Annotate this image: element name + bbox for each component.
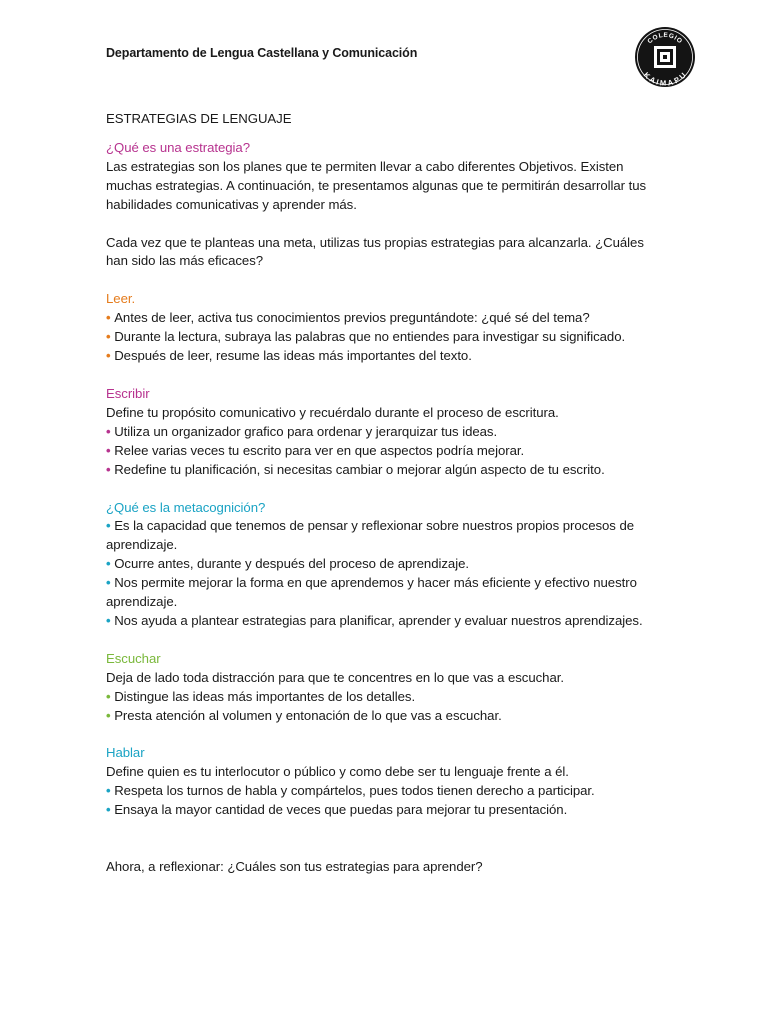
list-item [106,688,666,707]
list-item [106,347,666,366]
list-item [106,461,666,480]
list-item-text: Nos ayuda a plantear estrategias para planificar, aprender y evaluar nuestros aprendizajes. [114,612,643,628]
list-item-text: Nos permite mejorar la forma en que aprendemos y hacer más eficiente y efectivo nuestro aprendizaje. [106,575,637,610]
section-3 [106,499,666,631]
section-paragraph: Define quien es tu interlocutor o público y como debe ser tu lenguaje frente a él. [106,764,569,780]
section-0 [106,139,666,271]
logo-bottom-text: KAIMAPU [641,70,689,88]
document-body [106,110,666,877]
bullet-dot-icon: • [106,518,115,534]
bullet-list [106,309,666,366]
list-item [106,555,666,574]
list-item [106,517,666,555]
bullet-dot-icon: • [106,423,115,439]
logo-top-text: COLEGIO [646,31,684,46]
section-paragraph: Cada vez que te planteas una meta, utilizas tus propias estrategias para alcanzarla. ¿Cuáles han sido las más eficaces? [106,234,644,269]
bullet-list [106,688,666,726]
list-item [106,782,666,801]
school-emblem-icon [633,25,697,89]
list-item-text: Es la capacidad que tenemos de pensar y reflexionar sobre nuestros propios procesos de aprendizaje. [106,518,635,553]
bullet-dot-icon: • [106,310,115,326]
page-title: ESTRATEGIAS DE LENGUAJE [106,111,292,126]
list-item [106,612,666,631]
bullet-list [106,782,666,820]
bullet-dot-icon: • [106,461,115,477]
section-spacer [106,366,666,385]
bullet-dot-icon: • [106,783,115,799]
list-item [106,801,666,820]
closing-question: Ahora, a reflexionar: ¿Cuáles son tus estrategias para aprender? [106,859,483,875]
bullet-dot-icon: • [106,688,115,704]
section-heading: ¿Qué es una estrategia? [106,139,251,155]
bullet-dot-icon: • [106,612,115,628]
list-item-text: Durante la lectura, subraya las palabras que no entiendes para investigar su significado. [114,329,626,345]
list-item [106,328,666,347]
section-2 [106,385,666,480]
list-item-text: Presta atención al volumen y entonación de lo que vas a escuchar. [114,707,502,723]
bullet-dot-icon: • [106,556,115,572]
list-item-text: Después de leer, resume las ideas más importantes del texto. [114,348,472,364]
section-paragraph: Define tu propósito comunicativo y recuérdalo durante el proceso de escritura. [106,404,559,420]
section-spacer [106,725,666,744]
section-heading: Leer. [106,291,136,307]
bullet-dot-icon: • [106,575,115,591]
section-heading: Escribir [106,385,150,401]
bullet-dot-icon: • [106,329,115,345]
list-item-text: Ensaya la mayor cantidad de veces que puedas para mejorar tu presentación. [114,802,568,818]
department-header: Departamento de Lengua Castellana y Comunicación [106,46,418,60]
list-item-text: Redefine tu planificación, si necesitas cambiar o mejorar algún aspecto de tu escrito. [114,461,605,477]
list-item [106,574,666,612]
section-heading: Escuchar [106,650,161,666]
list-item [106,309,666,328]
bullet-dot-icon: • [106,802,115,818]
section-1 [106,290,666,366]
list-item [106,707,666,726]
section-spacer [106,271,666,290]
list-item-text: Antes de leer, activa tus conocimientos previos preguntándote: ¿qué sé del tema? [114,310,590,326]
list-item [106,442,666,461]
list-item-text: Relee varias veces tu escrito para ver en que aspectos podría mejorar. [114,442,525,458]
bullet-dot-icon: • [106,348,115,364]
list-item-text: Ocurre antes, durante y después del proceso de aprendizaje. [114,556,469,572]
section-5 [106,744,666,820]
list-item [106,423,666,442]
section-heading: Hablar [106,745,145,761]
bullet-dot-icon: • [106,442,115,458]
section-paragraph: Las estrategias son los planes que te permiten llevar a cabo diferentes Objetivos. Existen muchas estrategias. A continuación, te presentamos algunas que te permitirán desarrollar tus habilidades comunicativas y aprender más. [106,158,647,212]
bullet-list [106,423,666,480]
list-item-text: Distingue las ideas más importantes de los detalles. [114,688,416,704]
section-paragraph: Deja de lado toda distracción para que te concentres en lo que vas a escuchar. [106,669,564,685]
section-spacer [106,480,666,499]
bullet-list [106,517,666,630]
list-item-text: Respeta los turnos de habla y compártelos, pues todos tienen derecho a participar. [114,783,595,799]
section-heading: ¿Qué es la metacognición? [106,499,266,515]
sections-container [106,139,666,820]
paragraph-spacer [106,215,666,234]
section-4 [106,650,666,726]
list-item-text: Utiliza un organizador grafico para ordenar y jerarquizar tus ideas. [114,423,498,439]
section-spacer [106,631,666,650]
bullet-dot-icon: • [106,707,115,723]
